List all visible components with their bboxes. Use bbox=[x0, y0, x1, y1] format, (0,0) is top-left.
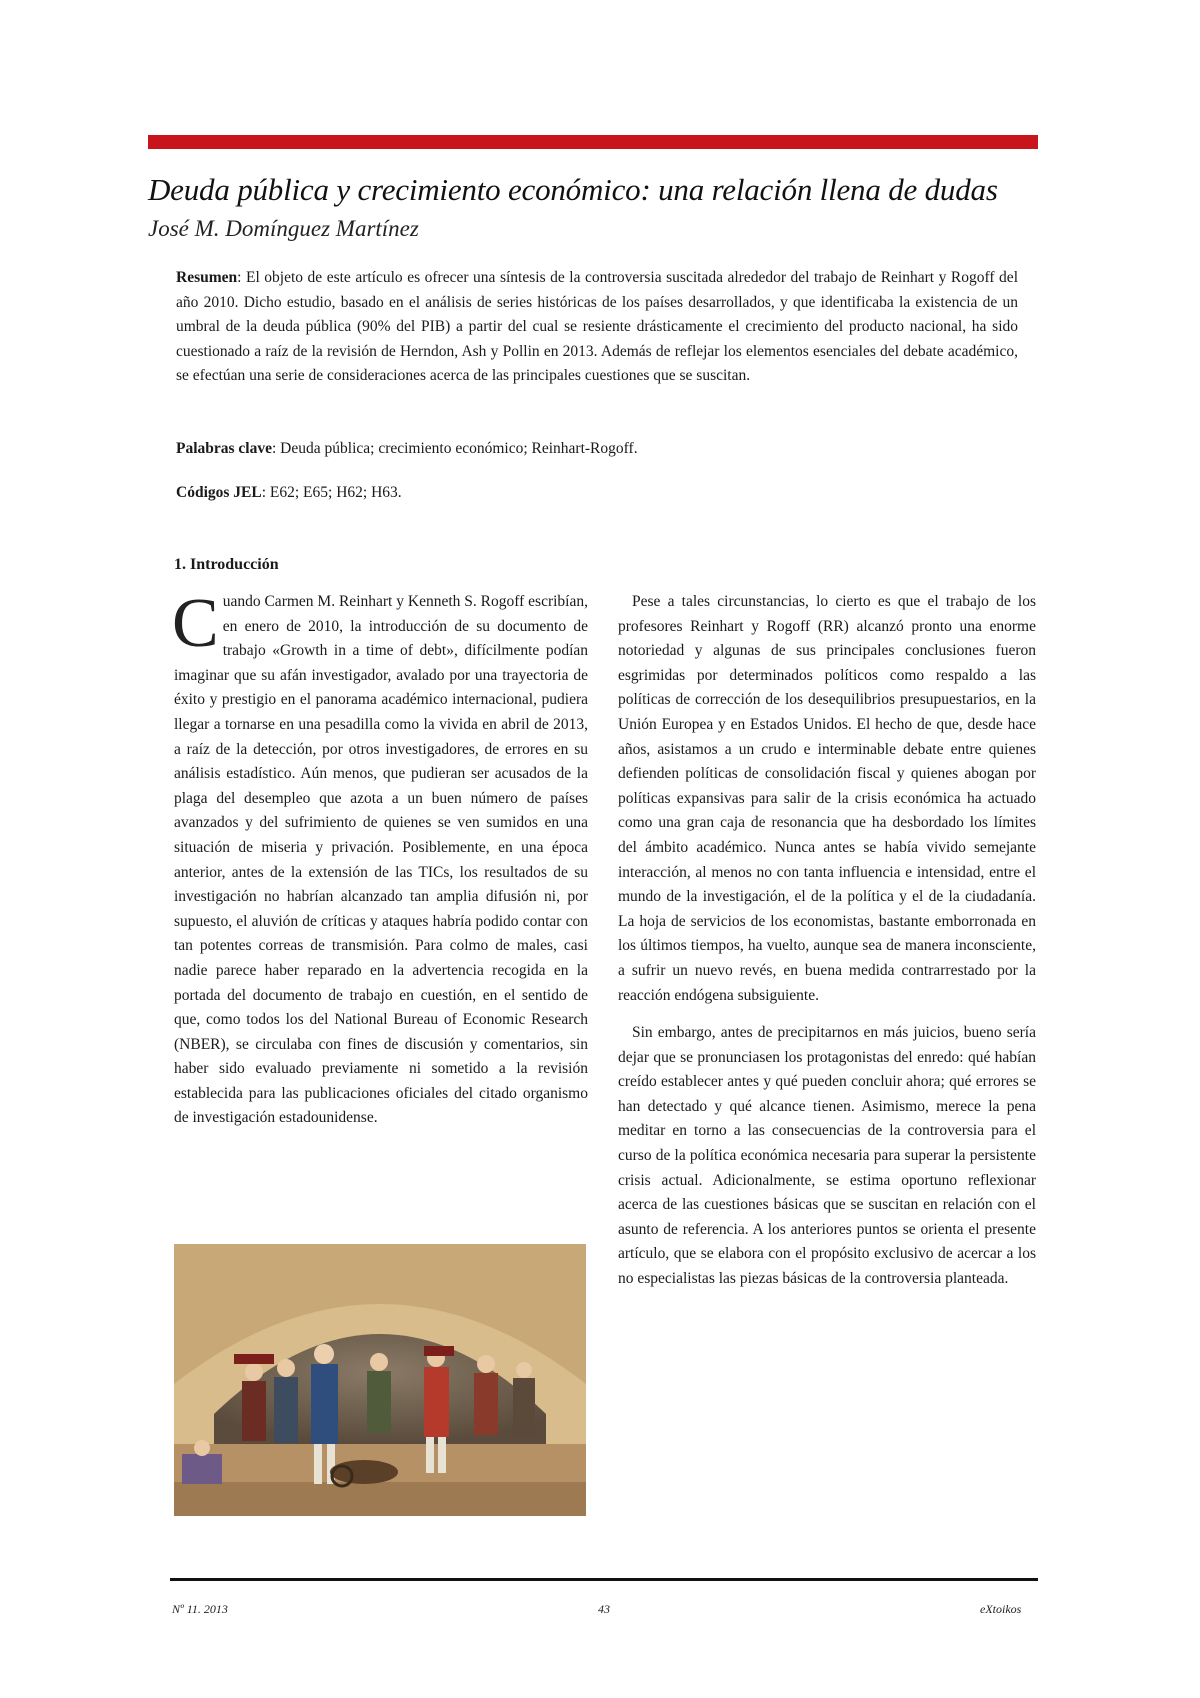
article-title: Deuda pública y crecimiento económico: una relación llena de dudas bbox=[148, 172, 998, 207]
right-paragraph-1 bbox=[618, 590, 1036, 1008]
keywords bbox=[176, 440, 1018, 458]
abstract-text: : El objeto de este artículo es ofrecer una síntesis de la controversia suscitada alrededor del trabajo de Reinhart y Rogoff del año 2010. Dicho estudio, basado en el análisis de series históricas de los países desarrollados, y que identificaba la existencia de un umbral de la deuda pública (90% del PIB) a partir del cual se resiente drásticamente el crecimiento del producto nacional, ha sido cuestionado a raíz de la revisión de Herndon, Ash y Pollin en 2013. Además de reflejar los elementos esenciales del debate académico, se efectúan una serie de consideraciones acerca de las principales cuestiones que se suscitan. bbox=[176, 269, 1018, 385]
intro-paragraph bbox=[172, 585, 588, 1131]
right-paragraph-2 bbox=[618, 1021, 1036, 1292]
historical-illustration bbox=[174, 1244, 586, 1516]
right-paragraph-2-text: Sin embargo, antes de precipitarnos en más juicios, bueno sería dejar que se pronunciasen los protagonistas del enredo: qué habían creído establecer antes y qué pueden concluir ahora; qué errores se han detectado y qué alcance tienen. Asimismo, merece la pena meditar en torno a las consecuencias de la controversia para el curso de la política económica necesaria para superar la persistente crisis actual. Adicionalmente, se estima oportuno reflexionar acerca de las cuestiones básicas que se suscitan en relación con el asunto de referencia. A los anteriores puntos se orienta el presente artículo, que se elabora con el propósito exclusivo de acercar a los no especialistas las piezas básicas de la controversia planteada. bbox=[618, 1024, 1036, 1288]
jel-label: Códigos JEL bbox=[176, 484, 262, 501]
article-author: José M. Domínguez Martínez bbox=[148, 216, 419, 241]
footer-journal: eXtoikos bbox=[980, 1602, 1022, 1616]
right-paragraph-1-text: Pese a tales circunstancias, lo cierto es que el trabajo de los profesores Reinhart y Rogoff (RR) alcanzó pronto una enorme notoriedad y algunas de sus principales conclusiones fueron esgrimidas por determinados políticos como respaldo a las políticas de corrección de los desequilibrios presupuestarios, en la Unión Europea y en Estados Unidos. El hecho de que, desde hace años, asistamos a un crudo e interminable debate entre quienes defienden políticas de consolidación fiscal y quienes abogan por políticas expansivas para salir de la crisis económica ha actuado como una gran caja de resonancia que ha desbordado los límites del ámbito académico. Nunca antes se había vivido semejante interacción, al menos no con tanta influencia e intensidad, entre el mundo de la investigación, el de la política y el de la ciudadanía. La hoja de servicios de los economistas, bastante emborronada en los últimos tiempos, ha vuelto, aunque sea de manera inconsciente, a sufrir un nuevo revés, en buena medida contrarrestado por la reacción endógena subsiguiente. bbox=[618, 593, 1036, 1004]
header-accent-bar bbox=[148, 135, 1038, 149]
drop-cap: C bbox=[172, 585, 219, 662]
jel-text: : E62; E65; H62; H63. bbox=[261, 484, 402, 501]
footer-rule bbox=[170, 1578, 1038, 1581]
left-column bbox=[172, 585, 588, 1131]
jel-codes bbox=[176, 484, 1018, 502]
keywords-label: Palabras clave bbox=[176, 440, 272, 457]
abstract bbox=[176, 266, 1018, 389]
footer-page-number: 43 bbox=[598, 1602, 610, 1616]
illustration-drawing bbox=[174, 1244, 586, 1516]
abstract-label: Resumen bbox=[176, 269, 238, 286]
section-heading: 1. Introducción bbox=[174, 556, 279, 573]
intro-paragraph-text: uando Carmen M. Reinhart y Kenneth S. Rogoff escribían, en enero de 2010, la introducción de su documento de trabajo «Growth in a time of debt», difícilmente podían imaginar que su afán investigador, avalado por una trayectoria de éxito y prestigio en el panorama académico internacional, pudiera llegar a tornarse en una pesadilla como la vivida en abril de 2013, a raíz de la detección, por otros investigadores, de errores en su análisis estadístico. Aún menos, que pudieran ser acusados de la plaga del desempleo que azota a un buen número de países avanzados y del sufrimiento de quienes se ven sumidos en una situación de miseria y privación. Posiblemente, en una época anterior, antes de la extensión de las TICs, los resultados de su investigación no habrían alcanzado tan amplia difusión ni, por supuesto, el aluvión de críticas y ataques habría podido contar con tan potentes correas de transmisión. Para colmo de males, casi nadie parece haber reparado en la advertencia recogida en la portada del documento de trabajo en cuestión, en el sentido de que, como todos los del National Bureau of Economic Research (NBER), se circulaba con fines de discusión y comentarios, sin haber sido evaluado previamente ni sometido a la revisión establecida para las publicaciones oficiales del citado organismo de investigación estadounidense. bbox=[174, 593, 588, 1127]
keywords-text: : Deuda pública; crecimiento económico; Reinhart-Rogoff. bbox=[272, 440, 638, 457]
right-column bbox=[618, 590, 1036, 1292]
footer-issue: Nº 11. 2013 bbox=[172, 1602, 228, 1616]
